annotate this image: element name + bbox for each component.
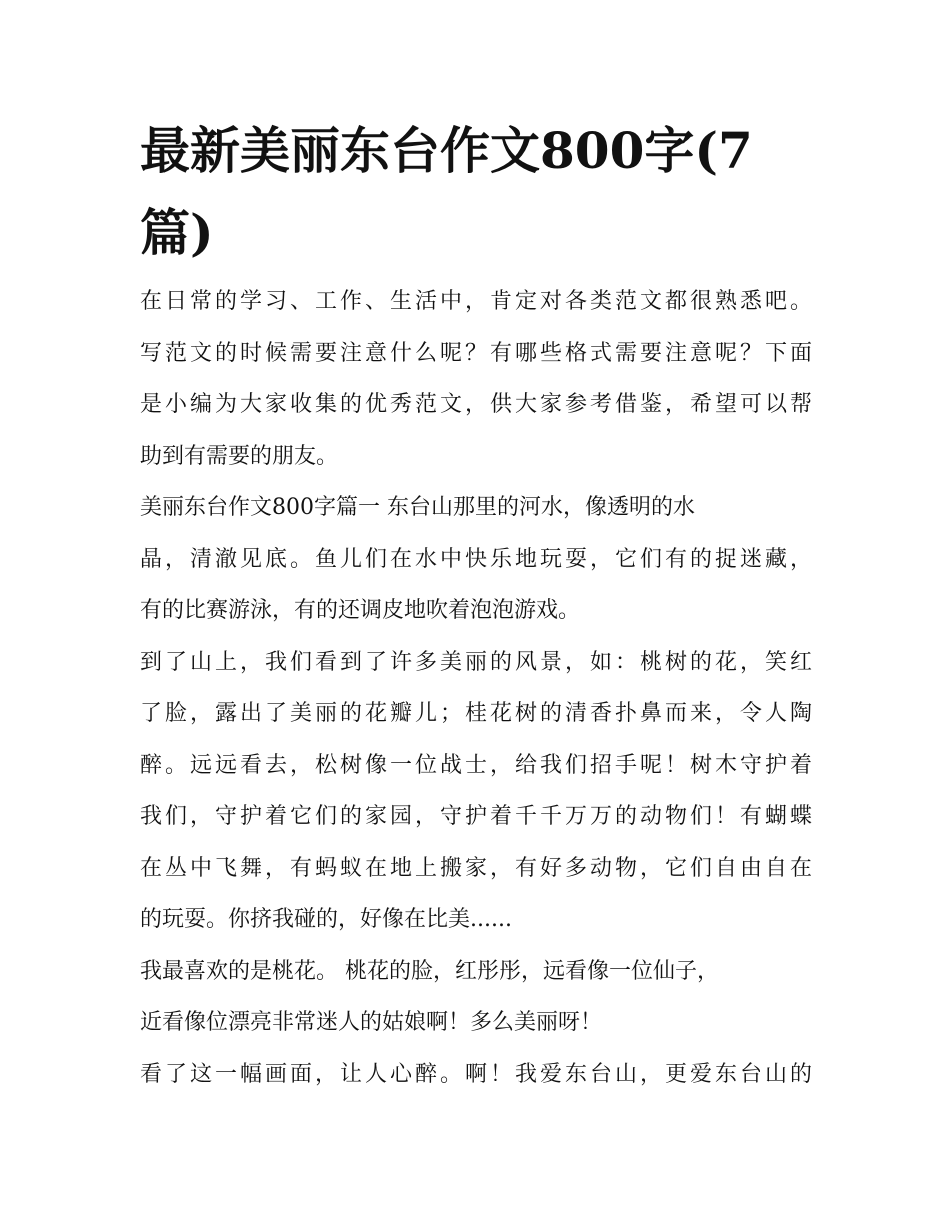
text-line: 醉。远远看去，松树像一位战士，给我们招手呢！树木守护着 (140, 752, 812, 778)
text-line: 我们，守护着它们的家园，守护着千千万万的动物们！有蝴蝶 (140, 804, 812, 829)
text-line: 近看像位漂亮非常迷人的姑娘啊！多么美丽呀！ (140, 1010, 603, 1035)
text-line: 助到有需要的朋友。 (140, 443, 339, 469)
paragraph-essay-one-start (140, 482, 812, 637)
title-line: 最新美丽东台作文800字(7 (140, 121, 753, 180)
text-line: 是小编为大家收集的优秀范文，供大家参考借鉴，希望可以帮 (140, 392, 812, 417)
text-line: 的玩耍。你挤我碰的，好像在比美...... (140, 907, 512, 932)
text-line: 看了这一幅画面，让人心醉。啊！我爱东台山，更爱东台山的 (140, 1061, 812, 1087)
paragraph-peach-blossom (140, 946, 812, 1049)
document-body (140, 276, 812, 1100)
text-line: 在日常的学习、工作、生活中，肯定对各类范文都很熟悉吧。 (140, 289, 812, 314)
text-line: 到了山上，我们看到了许多美丽的风景，如：桃树的花，笑红 (140, 649, 812, 675)
text-line: 有的比赛游泳，有的还调皮地吹着泡泡游戏。 (140, 598, 581, 623)
paragraph-intro (140, 276, 812, 482)
document-title (140, 110, 780, 274)
paragraph-mountain (140, 637, 812, 946)
text-line: 美丽东台作文800字篇一 东台山那里的河水，像透明的水 (140, 495, 695, 520)
title-line: 篇) (140, 203, 214, 262)
text-line: 写范文的时候需要注意什么呢？有哪些格式需要注意呢？下面 (140, 340, 812, 366)
text-line: 我最喜欢的是桃花。 桃花的脸，红彤彤，远看像一位仙子， (140, 958, 719, 984)
paragraph-closing (140, 1049, 812, 1101)
text-line: 在丛中飞舞，有蚂蚁在地上搬家，有好多动物，它们自由自在 (140, 855, 812, 881)
text-line: 晶，清澈见底。鱼儿们在水中快乐地玩耍，它们有的捉迷藏， (140, 546, 812, 572)
text-line: 了脸，露出了美丽的花瓣儿；桂花树的清香扑鼻而来，令人陶 (140, 701, 812, 726)
